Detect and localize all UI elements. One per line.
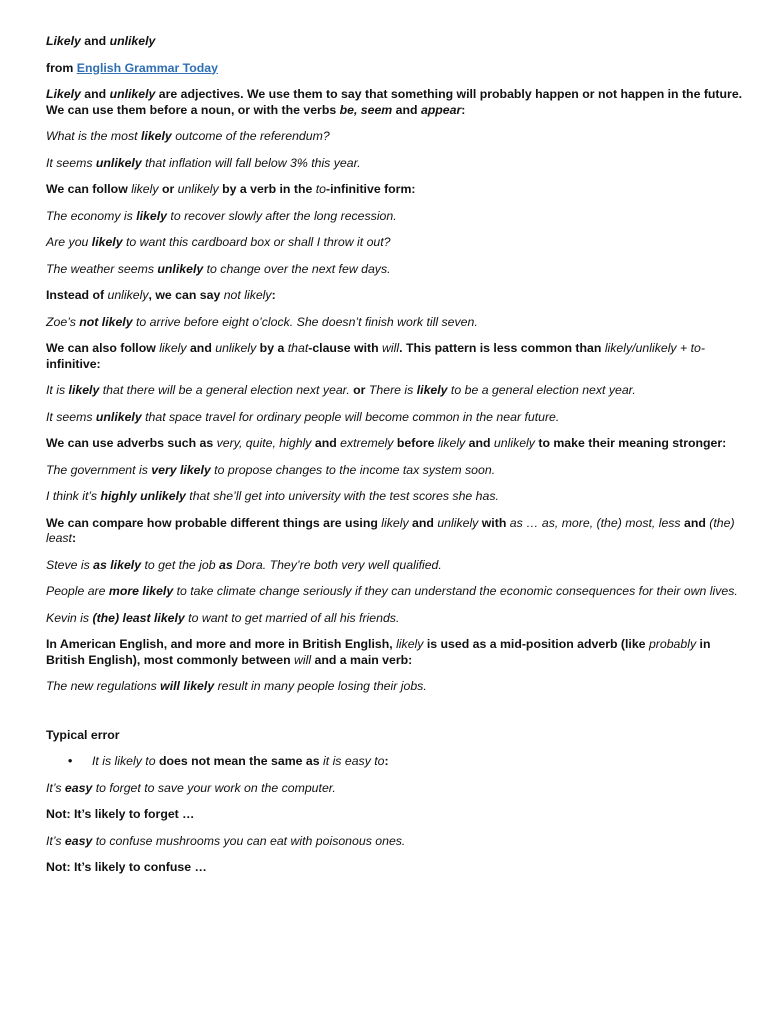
rule-text: -infinitive form: [326, 182, 416, 196]
ex-text: Steve is [46, 557, 94, 572]
ex-keyword: very likely [151, 462, 211, 477]
rule-paragraph [46, 341, 746, 372]
ex-keyword: unlikely [95, 155, 142, 170]
rule-paragraph [46, 288, 746, 304]
example-sentence [46, 584, 746, 600]
rule-term: it is easy to [323, 754, 385, 768]
rule-text: and [186, 341, 216, 355]
bullet-icon: • [68, 754, 73, 768]
example-sentence [46, 489, 746, 505]
ex-text: The new regulations [46, 679, 161, 693]
rule-text: In American English, and more and more in British English, [46, 637, 397, 651]
rule-term: unlikely [177, 182, 219, 196]
example-sentence [46, 679, 746, 695]
ex-text: It seems [46, 409, 96, 424]
rule-text: and a main verb: [311, 652, 413, 667]
intro-likely: Likely [46, 87, 81, 101]
rule-text: infinitive: [46, 356, 101, 371]
rule-text: , we can say [148, 288, 224, 302]
typical-error-heading: Typical error [46, 727, 120, 742]
rule-text: . This pattern is less common than [399, 341, 605, 355]
rule-term: likely/unlikely + to- [604, 341, 705, 355]
ex-text: to arrive before eight o’clock. She doesn’t finish work till seven. [132, 314, 478, 329]
rule-text: Instead of [46, 288, 108, 302]
rule-text: We can compare how probable different things are using [46, 515, 382, 530]
ex-keyword: as likely [93, 557, 142, 572]
rule-term: will [294, 652, 312, 667]
rule-term: unlikely [107, 288, 149, 302]
intro-paragraph [46, 87, 746, 118]
rule-text: with [478, 515, 510, 530]
ex-text: that space travel for ordinary people will become common in the near future. [141, 409, 560, 424]
rule-term: will [382, 341, 400, 355]
document-page [46, 34, 746, 887]
rule-text: by a [256, 341, 288, 355]
ex-text: to confuse mushrooms you can eat with poisonous ones. [92, 833, 406, 848]
example-sentence [46, 834, 746, 850]
example-sentence [46, 463, 746, 479]
ex-keyword: likely [68, 383, 100, 397]
ex-text: The weather seems [46, 261, 158, 276]
rule-text: and [408, 515, 438, 530]
rule-text: is used as a mid-position adverb (like [423, 637, 649, 651]
rule-text: : [384, 754, 389, 768]
rule-text: We can use adverbs such as [46, 436, 217, 450]
rule-term: unlikely [437, 515, 479, 530]
ex-text: result in many people losing their jobs. [214, 679, 427, 693]
rule-text: in British English), most commonly between [46, 637, 711, 667]
ex-text: It’s [46, 833, 65, 848]
rule-text: We can follow [46, 182, 132, 196]
example-sentence [46, 156, 746, 172]
title-word-likely: Likely [46, 34, 81, 48]
intro-appear: appear [420, 102, 462, 117]
rule-term: likely [381, 515, 409, 530]
rule-term: likely [396, 637, 424, 651]
rule-text: and [680, 515, 710, 530]
ex-text: to propose changes to the income tax system soon. [210, 462, 496, 477]
rule-text: before [393, 436, 438, 450]
rule-text: and [311, 436, 341, 450]
rule-term: as … as, more, (the) most, less [509, 515, 681, 530]
rule-term: unlikely [215, 341, 257, 355]
ex-text: I think it’s [46, 489, 101, 503]
example-sentence [46, 558, 746, 574]
ex-text: It’s [46, 780, 65, 795]
intro-text: : [461, 102, 466, 117]
rule-text: to make their meaning stronger: [534, 436, 727, 450]
ex-or: or [353, 383, 366, 397]
ex-text: It seems [46, 155, 96, 170]
rule-text: does not mean the same as [155, 754, 323, 768]
ex-keyword: likely [141, 129, 172, 143]
rule-term: (the) least [46, 515, 735, 545]
ex-keyword: will likely [160, 679, 215, 693]
example-sentence [46, 611, 746, 627]
ex-keyword: likely [136, 208, 167, 223]
ex-text: What is the most [46, 129, 141, 143]
ex-text: Zoe’s [46, 314, 80, 329]
title-and: and [80, 34, 110, 48]
rule-text: and [465, 436, 494, 450]
ex-text: to recover slowly after the long recession. [167, 208, 397, 223]
ex-text: The government is [46, 462, 152, 477]
rule-term: likely [131, 182, 159, 196]
rule-text: : [271, 288, 276, 302]
ex-text: It is [46, 383, 69, 397]
ex-keyword: unlikely [157, 261, 204, 276]
ex-keyword: highly unlikely [100, 489, 186, 503]
rule-term: likely [437, 436, 466, 450]
ex-text: that inflation will fall below 3% this year. [141, 155, 361, 170]
rule-paragraph [46, 637, 746, 668]
rule-text: We can also follow [46, 341, 160, 355]
ex-keyword: easy [64, 833, 93, 848]
ex-text: that there will be a general election next year. [99, 383, 354, 397]
example-sentence [46, 383, 746, 399]
rule-term: very, quite, highly [216, 436, 312, 450]
rule-text: by a verb in the [218, 182, 316, 196]
error-bullet-item [46, 754, 746, 770]
ex-keyword: (the) least likely [92, 610, 185, 625]
rule-term: likely [159, 341, 187, 355]
ex-keyword: as [218, 557, 233, 572]
rule-term: to [315, 182, 326, 196]
example-sentence [46, 410, 746, 426]
example-sentence [46, 235, 746, 251]
rule-paragraph [46, 516, 746, 547]
ex-text: People are [46, 584, 109, 598]
rule-text: -clause with [308, 341, 383, 355]
source-link[interactable]: English Grammar Today [76, 60, 218, 75]
ex-text: Are you [46, 235, 92, 249]
ex-text: Kevin is [46, 610, 93, 625]
ex-keyword: more likely [108, 584, 174, 598]
example-sentence [46, 315, 746, 331]
example-sentence [46, 129, 746, 145]
intro-unlikely: unlikely [109, 87, 156, 101]
example-sentence [46, 781, 746, 797]
ex-text: The economy is [46, 208, 137, 223]
ex-text: to want this cardboard box or shall I throw it out? [122, 235, 391, 249]
rule-paragraph [46, 436, 746, 452]
ex-keyword: not likely [79, 314, 133, 329]
rule-term: It is likely to [92, 754, 156, 768]
rule-paragraph [46, 182, 746, 198]
ex-keyword: likely [91, 235, 123, 249]
ex-text: There is [365, 383, 417, 397]
intro-verbs: be, seem [339, 102, 393, 117]
rule-term: unlikely [493, 436, 535, 450]
rule-term: not likely [223, 288, 272, 302]
rule-term: probably [648, 637, 697, 651]
ex-keyword: easy [64, 780, 93, 795]
ex-keyword: unlikely [95, 409, 142, 424]
ex-text: to take climate change seriously if they can understand the economic consequences for their own lives. [173, 584, 738, 598]
ex-text: that she’ll get into university with the test scores she has. [185, 489, 499, 503]
rule-text: : [71, 531, 77, 545]
intro-text: are adjectives. We use them to say that something will probably happen or not happen in the future. We can use them before a noun, or with the verbs [46, 87, 743, 117]
ex-text: outcome of the referendum? [171, 129, 330, 143]
intro-text: and [392, 102, 421, 117]
not-correction: Not: It’s likely to confuse … [46, 860, 207, 874]
ex-text: Dora. They’re both very well qualified. [232, 557, 442, 572]
page-title [46, 34, 746, 50]
ex-text: to change over the next few days. [203, 261, 391, 276]
not-correction: Not: It’s likely to forget … [46, 807, 195, 821]
source-prefix: from [46, 60, 77, 75]
title-word-unlikely: unlikely [109, 34, 156, 48]
rule-term: that [287, 341, 309, 355]
ex-keyword: likely [416, 383, 448, 397]
ex-text: to be a general election next year. [447, 383, 636, 397]
rule-text: or [158, 182, 178, 196]
ex-text: to get the job [141, 557, 219, 572]
rule-term: extremely [340, 436, 394, 450]
example-sentence [46, 209, 746, 225]
example-sentence [46, 262, 746, 278]
source-line [46, 61, 746, 77]
ex-text: to want to get married of all his friends. [184, 610, 400, 625]
ex-text: to forget to save your work on the computer. [92, 780, 336, 795]
spacer [46, 706, 746, 728]
intro-text: and [80, 87, 110, 101]
